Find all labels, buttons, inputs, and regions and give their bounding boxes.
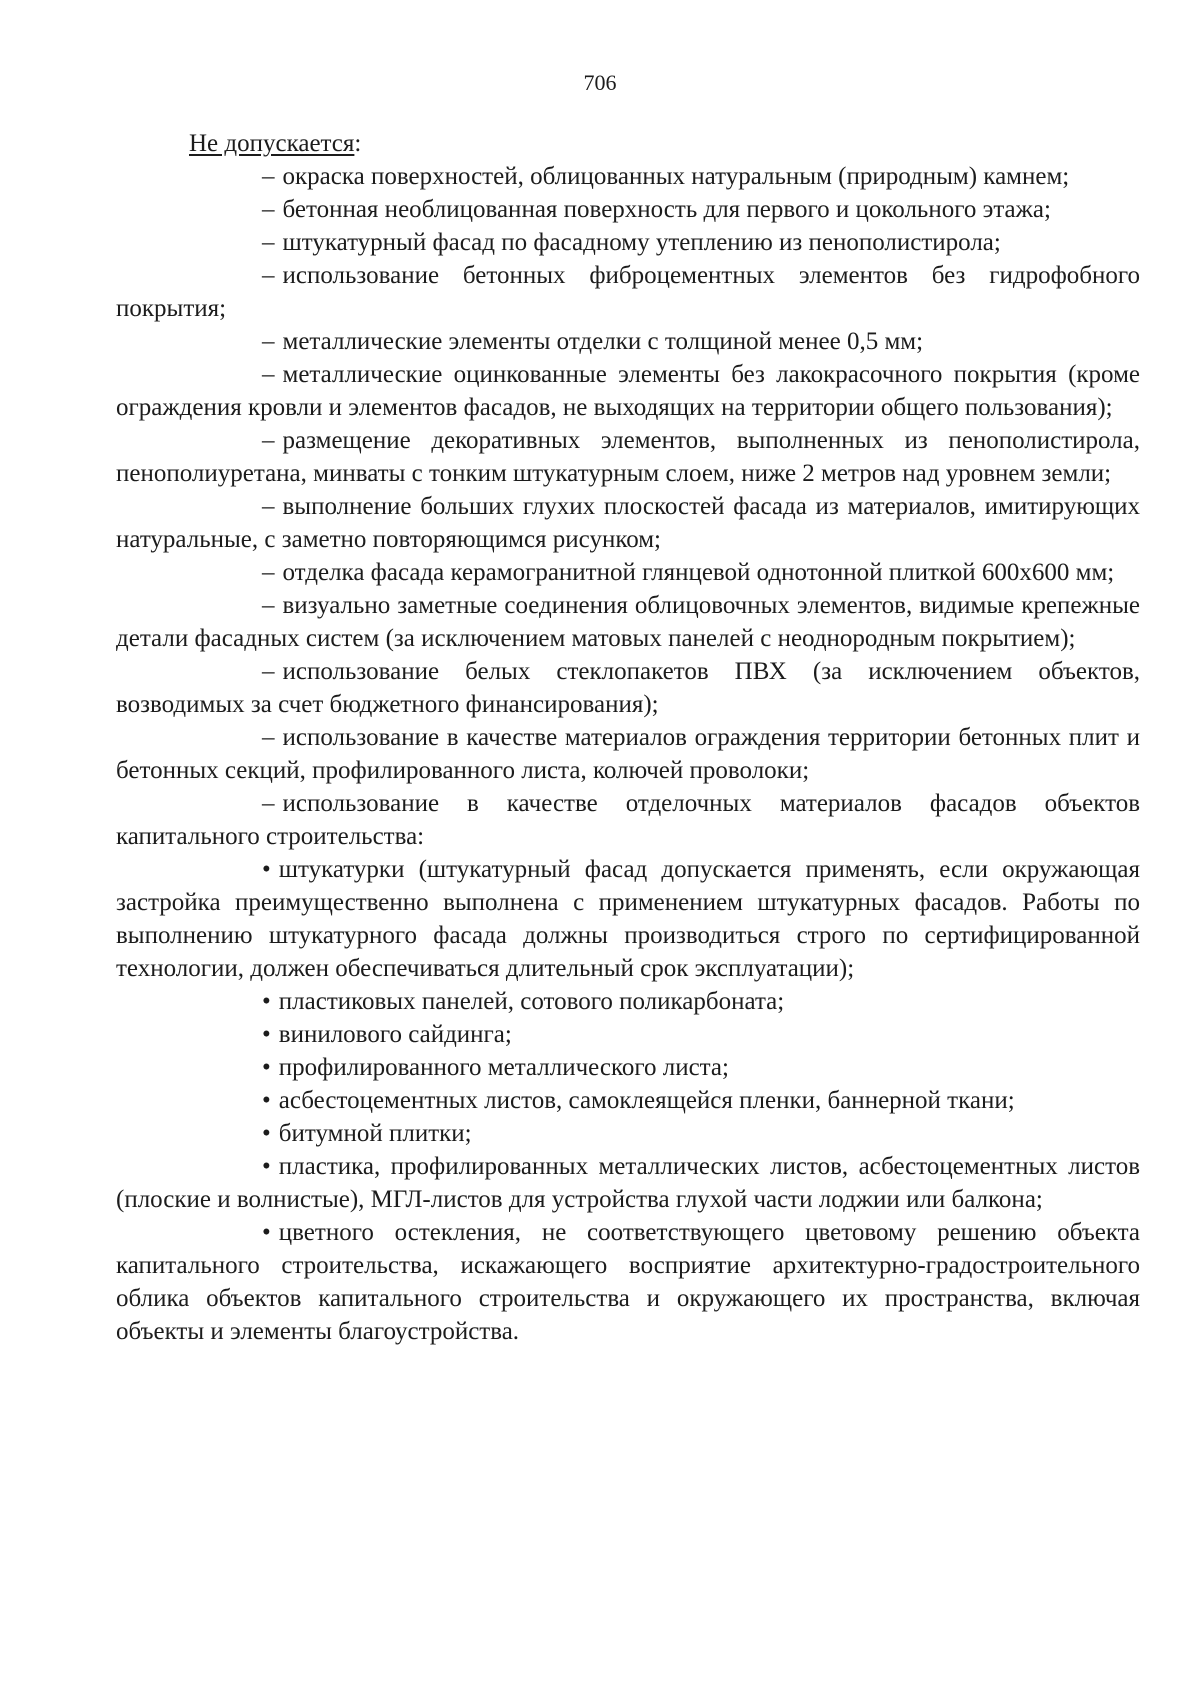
list-item-text: окраска поверхностей, облицованных натуральным (природным) камнем; [282, 163, 1070, 190]
dash-marker: – [262, 724, 275, 751]
dash-marker: – [262, 427, 275, 454]
dash-marker: – [262, 790, 275, 817]
list-item [116, 721, 1140, 787]
dash-marker: – [262, 493, 275, 520]
list-item-text: штукатурный фасад по фасадному утеплению из пенополистирола; [282, 229, 1001, 256]
list-item [116, 424, 1140, 490]
list-item [116, 259, 1140, 325]
dash-marker: – [262, 361, 275, 388]
list-item [116, 226, 1140, 259]
bullet-item-text: пластика, профилированных металлических листов, асбестоцементных листов (плоские и волнистые), МГЛ-листов для устройства глухой части лоджии или балкона; [116, 1153, 1140, 1213]
list-item-text: металлические оцинкованные элементы без лакокрасочного покрытия (кроме ограждения кровли и элементов фасадов, не выходящих на территории общего пользования); [116, 361, 1140, 421]
dash-marker: – [262, 328, 275, 355]
heading-text: Не допускается [189, 130, 355, 157]
list-item-text: размещение декоративных элементов, выполненных из пенополистирола, пенополиуретана, минваты с тонким штукатурным слоем, ниже 2 метров над уровнем земли; [116, 427, 1140, 487]
bullet-item [116, 853, 1140, 985]
bullet-marker: • [262, 1120, 271, 1147]
list-item [116, 325, 1140, 358]
bullet-marker: • [262, 856, 271, 883]
bullet-item [116, 1018, 1140, 1051]
dash-marker: – [262, 196, 275, 223]
list-item [116, 193, 1140, 226]
list-item [116, 490, 1140, 556]
bullet-marker: • [262, 1219, 271, 1246]
dash-marker: – [262, 262, 275, 289]
dash-marker: – [262, 592, 275, 619]
list-item-text: металлические элементы отделки с толщиной менее 0,5 мм; [282, 328, 924, 355]
list-item-text: отделка фасада керамогранитной глянцевой однотонной плиткой 600х600 мм; [282, 559, 1115, 586]
bullet-marker: • [262, 1054, 271, 1081]
bullet-item-text: цветного остекления, не соответствующего цветовому решению объекта капитального строительства, искажающего восприятие архитектурно-градостроительного облика объектов капитального строительства и окружающего их пространства, включая объекты и элементы благоустройства. [116, 1219, 1140, 1345]
list-item-text: использование в качестве отделочных материалов фасадов объектов капитального строительства: [116, 790, 1140, 850]
bullet-item-text: битумной плитки; [278, 1120, 472, 1147]
bullet-item [116, 985, 1140, 1018]
bullet-marker: • [262, 1087, 271, 1114]
dash-marker: – [262, 229, 275, 256]
dash-marker: – [262, 163, 275, 190]
list-item-text: использование в качестве материалов ограждения территории бетонных плит и бетонных секций, профилированного листа, колючей проволоки; [116, 724, 1140, 784]
bullet-item-text: асбестоцементных листов, самоклеящейся пленки, баннерной ткани; [278, 1087, 1015, 1114]
list-item [116, 655, 1140, 721]
dash-marker: – [262, 559, 275, 586]
bullet-marker: • [262, 988, 271, 1015]
list-item [116, 358, 1140, 424]
list-item [116, 556, 1140, 589]
bullet-marker: • [262, 1153, 271, 1180]
bullet-item [116, 1084, 1140, 1117]
bullet-item [116, 1216, 1140, 1348]
list-item-text: выполнение больших глухих плоскостей фасада из материалов, имитирующих натуральные, с заметно повторяющимся рисунком; [116, 493, 1140, 553]
bullet-item [116, 1051, 1140, 1084]
bullet-item-text: профилированного металлического листа; [278, 1054, 729, 1081]
list-item [116, 589, 1140, 655]
dash-marker: – [262, 658, 275, 685]
bullet-item [116, 1117, 1140, 1150]
bullet-item-text: штукатурки (штукатурный фасад допускается применять, если окружающая застройка преимущественно выполнена с применением штукатурных фасадов. Работы по выполнению штукатурного фасада должны производиться строго по сертифицированной технологии, должен обеспечиваться длительный срок эксплуатации); [116, 856, 1140, 982]
document-body [116, 127, 1140, 1348]
bullet-item-text: винилового сайдинга; [278, 1021, 512, 1048]
page-number: 706 [583, 70, 617, 95]
list-item-text: использование белых стеклопакетов ПВХ (за исключением объектов, возводимых за счет бюджетного финансирования); [116, 658, 1140, 718]
list-item-text: использование бетонных фиброцементных элементов без гидрофобного покрытия; [116, 262, 1140, 322]
list-item-text: визуально заметные соединения облицовочных элементов, видимые крепежные детали фасадных систем (за исключением матовых панелей с неоднородным покрытием); [116, 592, 1140, 652]
list-item [116, 160, 1140, 193]
heading-colon: : [354, 130, 362, 157]
bullet-marker: • [262, 1021, 271, 1048]
list-item-text: бетонная необлицованная поверхность для первого и цокольного этажа; [282, 196, 1051, 223]
list-item [116, 787, 1140, 853]
section-heading [116, 127, 1140, 160]
bullet-item-text: пластиковых панелей, сотового поликарбоната; [278, 988, 785, 1015]
bullet-item [116, 1150, 1140, 1216]
